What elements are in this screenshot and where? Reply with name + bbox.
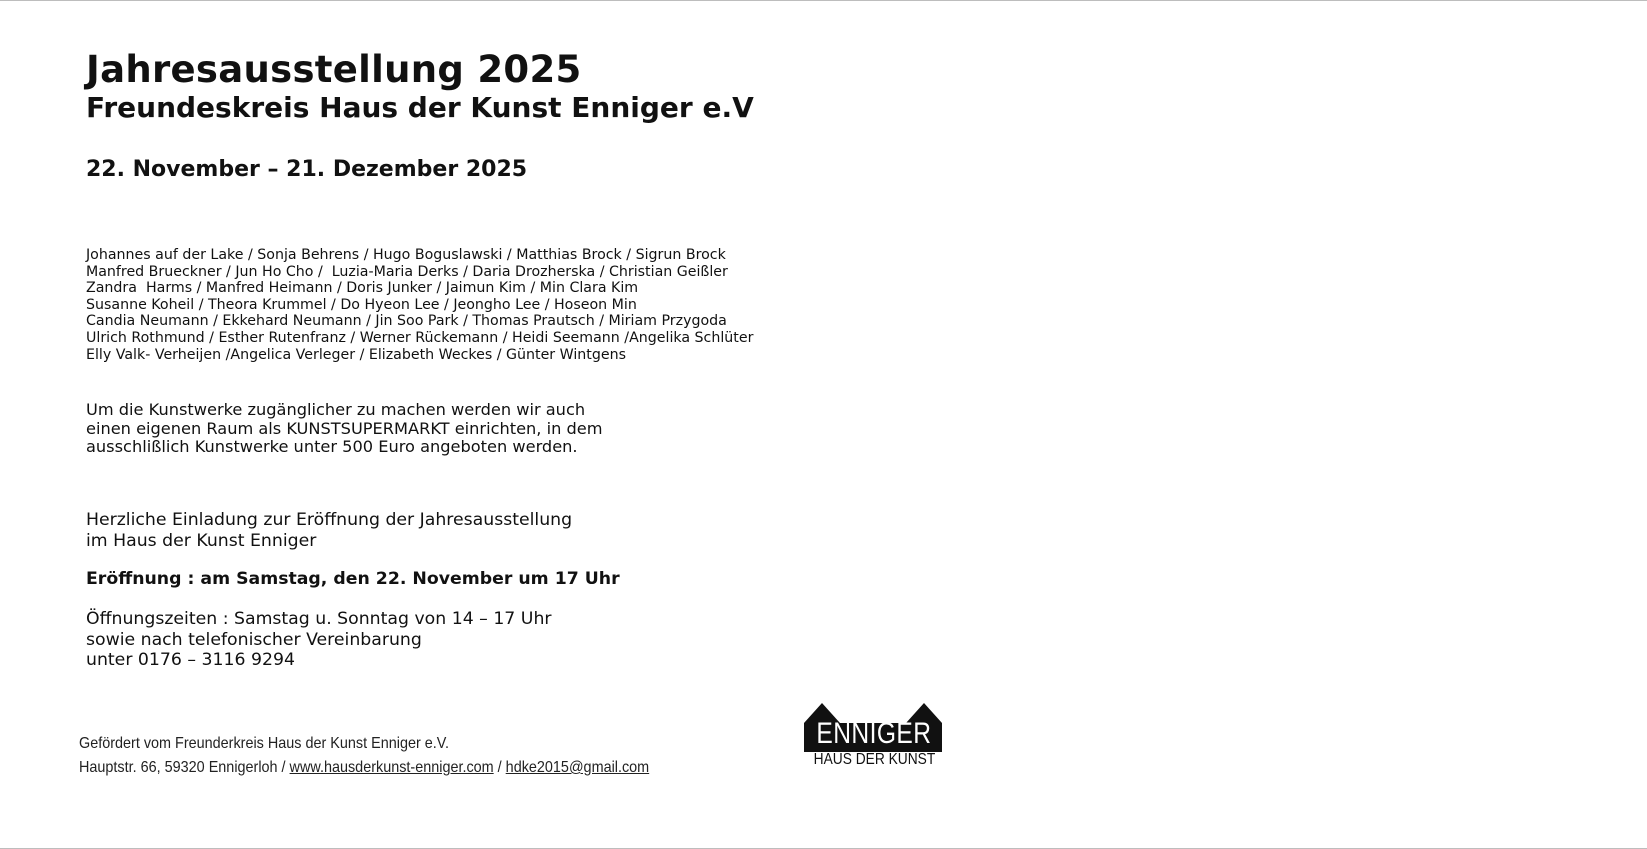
exhibition-dates: 22. November – 21. Dezember 2025: [86, 157, 528, 182]
artist-line: Elly Valk- Verheijen /Angelica Verleger / Elizabeth Weckes / Günter Wintgens: [86, 346, 626, 363]
paragraph-line: Um die Kunstwerke zugänglicher zu machen werden wir auch: [86, 400, 586, 419]
paragraph-line: ausschlißlich Kunstwerke unter 500 Euro angeboten werden.: [86, 437, 578, 456]
organizer-subtitle: Freundeskreis Haus der Kunst Enniger e.V: [86, 91, 754, 124]
logo-word: ENNIGER: [816, 717, 932, 750]
separator-text: /: [497, 759, 502, 776]
artist-line: Zandra Harms / Manfred Heimann / Doris Junker / Jaimun Kim / Min Clara Kim: [86, 280, 639, 297]
footer: [79, 732, 649, 780]
artist-line: Manfred Brueckner / Jun Ho Cho / Luzia-Maria Derks / Daria Drozherska / Christian Geißler: [86, 263, 728, 280]
artist-line: Candia Neumann / Ekkehard Neumann / Jin Soo Park / Thomas Prautsch / Miriam Przygoda: [86, 313, 727, 330]
exhibition-title: Jahresausstellung 2025: [86, 48, 582, 91]
address-text: Hauptstr. 66, 59320 Ennigerloh /: [79, 759, 286, 776]
sponsor-line: Gefördert vom Freunderkreis Haus der Kunst Enniger e.V.: [79, 735, 450, 752]
paragraph-line: im Haus der Kunst Enniger: [86, 530, 317, 551]
website-link[interactable]: www.hausderkunst-enniger.com: [289, 759, 494, 776]
artist-line: Susanne Koheil / Theora Krummel / Do Hyeon Lee / Jeongho Lee / Hoseon Min: [86, 296, 637, 313]
opening-info: Eröffnung : am Samstag, den 22. November um 17 Uhr: [86, 569, 620, 589]
contact-line: [79, 756, 649, 780]
email-link[interactable]: hdke2015@gmail.com: [505, 759, 650, 776]
artist-line: Johannes auf der Lake / Sonja Behrens / Hugo Boguslawski / Matthias Brock / Sigrun Brock: [86, 247, 726, 263]
hours-line: sowie nach telefonischer Vereinbarung: [86, 629, 422, 650]
artist-list: [86, 247, 753, 363]
opening-hours: [86, 609, 552, 671]
haus-der-kunst-logo: [804, 700, 942, 770]
invitation-paragraph: [86, 510, 572, 551]
logo-subtitle: HAUS DER KUNST: [813, 751, 936, 768]
artist-line: Ulrich Rothmund / Esther Rutenfranz / Werner Rückemann / Heidi Seemann /Angelika Schlüter: [86, 329, 754, 346]
hours-line: Öffnungszeiten : Samstag u. Sonntag von 14 – 17 Uhr: [86, 609, 552, 629]
top-border: [0, 0, 1647, 1]
hours-line: unter 0176 – 3116 9294: [86, 650, 295, 670]
paragraph-line: Herzliche Einladung zur Eröffnung der Jahresausstellung: [86, 510, 573, 530]
paragraph-line: einen eigenen Raum als KUNSTSUPERMARKT einrichten, in dem: [86, 418, 603, 438]
kunstsupermarkt-paragraph: [86, 401, 603, 457]
